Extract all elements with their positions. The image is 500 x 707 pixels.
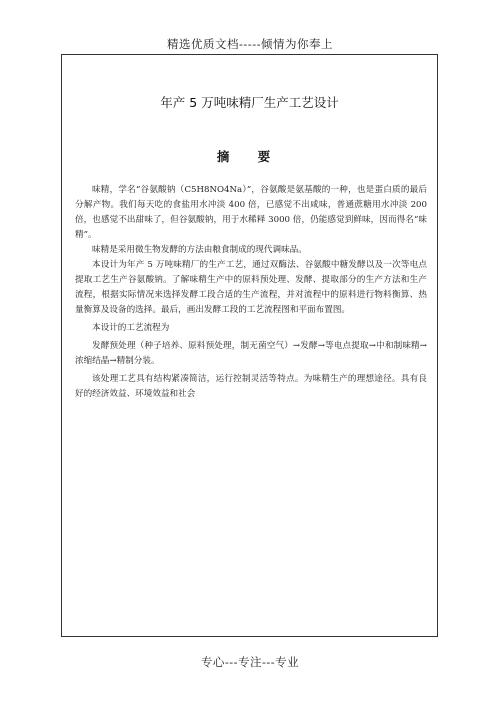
paragraph: 味精是采用微生物发酵的方法由粮食制成的现代调味品。 bbox=[92, 245, 307, 255]
paragraph: 本设计为年产 5 万吨味精厂的生产工艺，通过双酶法、谷氨酸中糖发酵以及一次等电点提取工艺生产谷氨酸钠。了解味精生产中的原料预处理、发酵、提取部分的生产方法和生产流程，根据实际情况来选择发酵工段合适的生产流程，并对流程中的原料进行物料衡算、热量衡算及设备的选择。最后，画出发酵工段的工艺流程图和平面布置图。 bbox=[75, 260, 427, 315]
page-header: 精选优质文档-----倾情为你奉上 bbox=[167, 37, 333, 51]
abstract-heading: 摘 要 bbox=[216, 149, 283, 164]
abstract-body bbox=[75, 183, 427, 402]
paragraph: 发酵预处理（种子培养、原料预处理，制无菌空气）→发酵→等电点提取→中和制味精→浓缩结晶→精制分装。 bbox=[75, 341, 427, 366]
paragraph: 本设计的工艺流程为 bbox=[92, 323, 170, 333]
paragraph: 该处理工艺具有结构紧凑简洁，运行控制灵活等特点。为味精生产的理想途径。具有良好的经济效益、环境效益和社会 bbox=[75, 374, 427, 399]
page-footer: 专心---专注---专业 bbox=[200, 655, 300, 669]
document-title: 年产 5 万吨味精厂生产工艺设计 bbox=[160, 95, 339, 110]
paragraph: 味精，学名“谷氨酸钠（C5H8NO4Na）”，谷氨酸是氨基酸的一种，也是蛋白质的最后分解产物。我们每天吃的食盐用水冲淡 400 倍，已感觉不出咸味，普通蔗糖用水冲淡 200 倍，也感觉不出甜味了，但谷氨酸钠，用于水稀释 3000 倍，仍能感觉到鲜味，因而得名“味精”。 bbox=[75, 185, 427, 240]
